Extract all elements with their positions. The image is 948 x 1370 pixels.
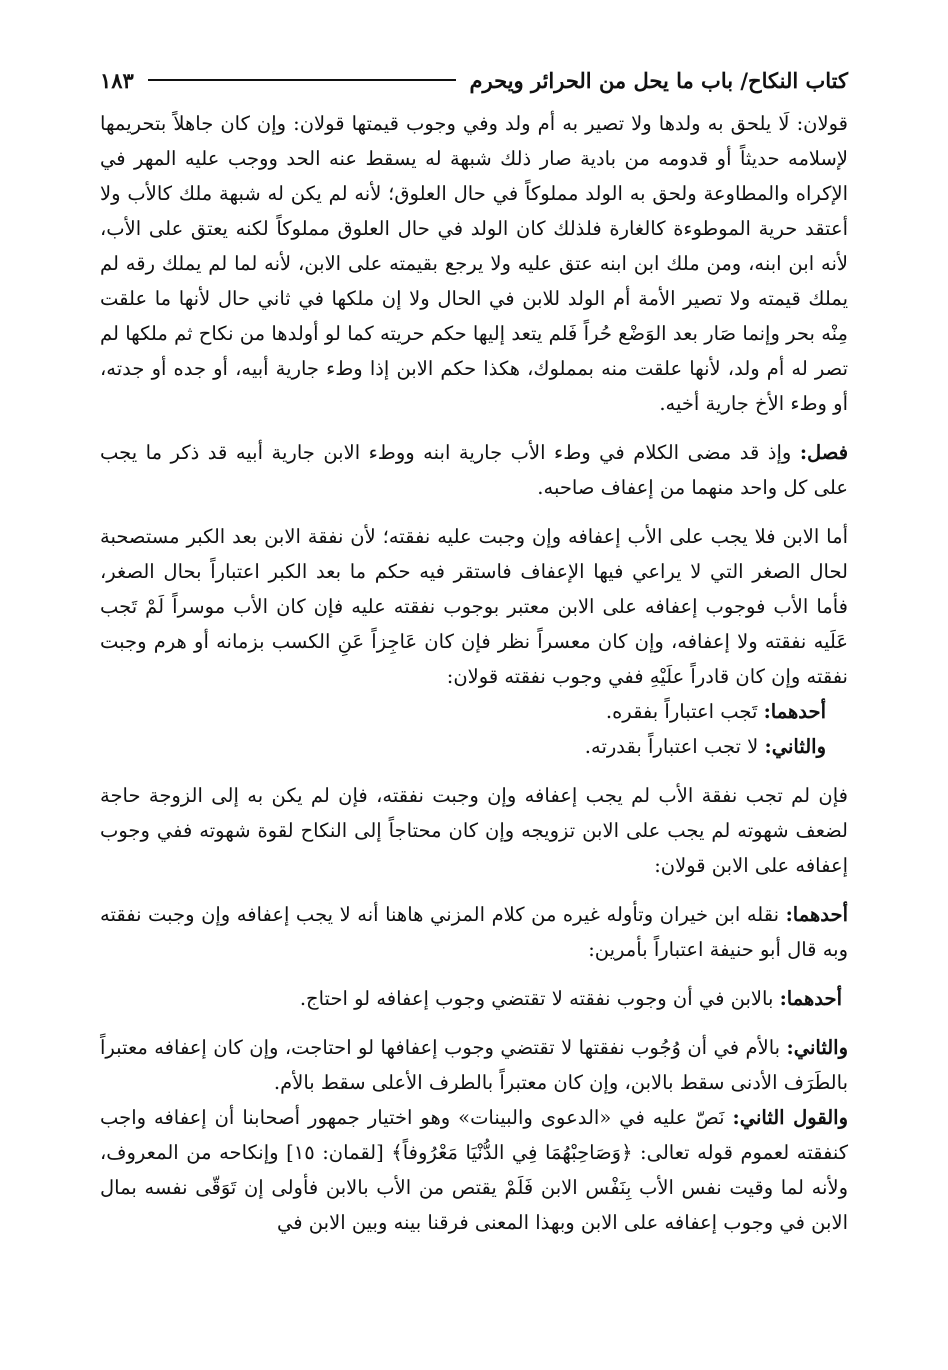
list-item bbox=[100, 729, 848, 764]
paragraph bbox=[100, 519, 848, 694]
running-header-title: كتاب النكاح/ باب ما يحل من الحرائر ويحرم bbox=[469, 67, 848, 93]
body-text bbox=[100, 106, 848, 1240]
page-number: ١٨٣ bbox=[100, 67, 134, 93]
item-text: نَصّ عليه في «الدعوى والبينات» وهو اختيار جمهور أصحابنا أن إعفافه واجب كنفقته لعموم قوله تعالى: ﴿وَصَاحِبْهُمَا فِي الدُّنْيَا مَعْرُوفاً﴾ [لقمان: ١٥] وإنكاحه من المعروف، ولأنه لما وقيت نفس الأب بِنَفْس الابن فَلَمْ يقتص من الأب بالابن فأولى إن تَوَقّى نفسه بمال الابن في وجوب إعفافه على الابن وبهذا المعنى فرقنا بينه وبين الابن في bbox=[100, 1106, 848, 1234]
paragraph bbox=[100, 778, 848, 883]
paragraph-text: فإن لم تجب نفقة الأب لم يجب إعفافه وإن وجبت نفقته، فإن لم يكن به إلى الزوجة حاجة لضعف شهوته لم يجب على الابن تزويجه وإن كان محتاجاً إلى النكاح لقوة شهوته ففي وجوب إعفافه على الابن قولان: bbox=[100, 784, 848, 877]
list-item bbox=[100, 1030, 848, 1100]
item-lead: والثاني: bbox=[786, 1036, 848, 1059]
item-text: بالأم في أن وُجُوب نفقتها لا تقتضي وجوب إعفافها لو احتاجت، وإن كان إعفافه معتبراً بالطَرَف الأدنى سقط بالابن، وإن كان معتبراً بالطرف الأعلى سقط بالأم. bbox=[100, 1036, 848, 1094]
paragraph-text: وإذ قد مضى الكلام في وطء الأب جارية ابنه ووطء الابن جارية أبيه قد ذكر ما يجب على كل واحد منهما من إعفاف صاحبه. bbox=[100, 441, 848, 499]
running-header bbox=[100, 60, 848, 100]
item-text: نقله ابن خيران وتأوله غيره من كلام المزني هاهنا أنه لا يجب إعفافه وإن وجبت نفقته وبه قال أبو حنيفة اعتباراً بأمرين: bbox=[100, 903, 848, 961]
list-item bbox=[100, 981, 848, 1016]
item-lead: أحدهما: bbox=[779, 987, 842, 1010]
item-text: لا تجب اعتباراً بقدرته. bbox=[584, 735, 759, 758]
section-heading: فصل: bbox=[799, 441, 849, 464]
list-item bbox=[100, 1100, 848, 1240]
item-lead: أحدهما: bbox=[785, 903, 848, 926]
item-lead: والثاني: bbox=[764, 735, 826, 758]
paragraph bbox=[100, 106, 848, 421]
paragraph-text: قولان: لَا يلحق به ولدها ولا تصير به أم ولد وفي وجوب قيمتها قولان: وإن كان جاهلاً بتحريمها لإسلامه حديثاً أو قدومه من بادية صار ذلك شبهة له يسقط عنه الحد ووجب عليه المهر في الإكراه والمطاوعة ولحق به الولد مملوكاً في حال العلوق؛ لأنه لم يكن له شبهة ملك كالأب ولا أعتقد حرية الموطوءة كالغارة فلذلك كان الولد في حال العلوق مملوكاً لكنه يعتق على الأب، لأنه ابن ابنه، ومن ملك ابن ابنه عتق عليه ولا يرجع بقيمته على الابن، لأنه لما لم يملك رقه لم يملك قيمته ولا تصير الأمة أم الولد للابن في الحال ولا إن ملكها في ثاني حال لأنها ما علقت مِنْه بحر وإنما صَار بعد الوَضْع حُراً فَلم يتعد إليها حكم حريته كما لو أولدها من نكاح ثم ملكها لم تصر له أم ولد، لأنها علقت منه بمملوك، هكذا حكم الابن إذا وطء جارية أبيه، أو جده أو جدته، أو وطء الأخ جارية أخيه. bbox=[100, 112, 848, 415]
paragraph-text: أما الابن فلا يجب على الأب إعفافه وإن وجبت عليه نفقته؛ لأن نفقة الابن بعد الكبر مستصحبة لحال الصغر التي لا يراعي فيها الإعفاف فاستقر فيه حكم ما بعد الكبر اعتباراً بحال الصغر، فأما الأب فوجوب إعفافه على الابن معتبر بوجوب نفقته عليه فإن كان الأب موسراً لَمْ تَجب عَلَيه نفقته ولا إعفافه، وإن كان معسراً نظر فإن كان عَاجِزاً عَنِ الكسب بزمانه أو هرم وجبت نفقته وإن كان قادراً علَيْهِ ففي وجوب نفقته قولان: bbox=[100, 525, 848, 688]
header-rule bbox=[148, 79, 456, 81]
list-item bbox=[100, 694, 848, 729]
section-paragraph bbox=[100, 435, 848, 505]
list-item bbox=[100, 897, 848, 967]
item-text: تَجب اعتباراً بفقره. bbox=[605, 700, 758, 723]
item-lead: أحدهما: bbox=[763, 700, 826, 723]
item-text: بالابن في أن وجوب نفقته لا تقتضي وجوب إعفافه لو احتاج. bbox=[299, 987, 774, 1010]
item-lead: والقول الثاني: bbox=[732, 1106, 849, 1129]
